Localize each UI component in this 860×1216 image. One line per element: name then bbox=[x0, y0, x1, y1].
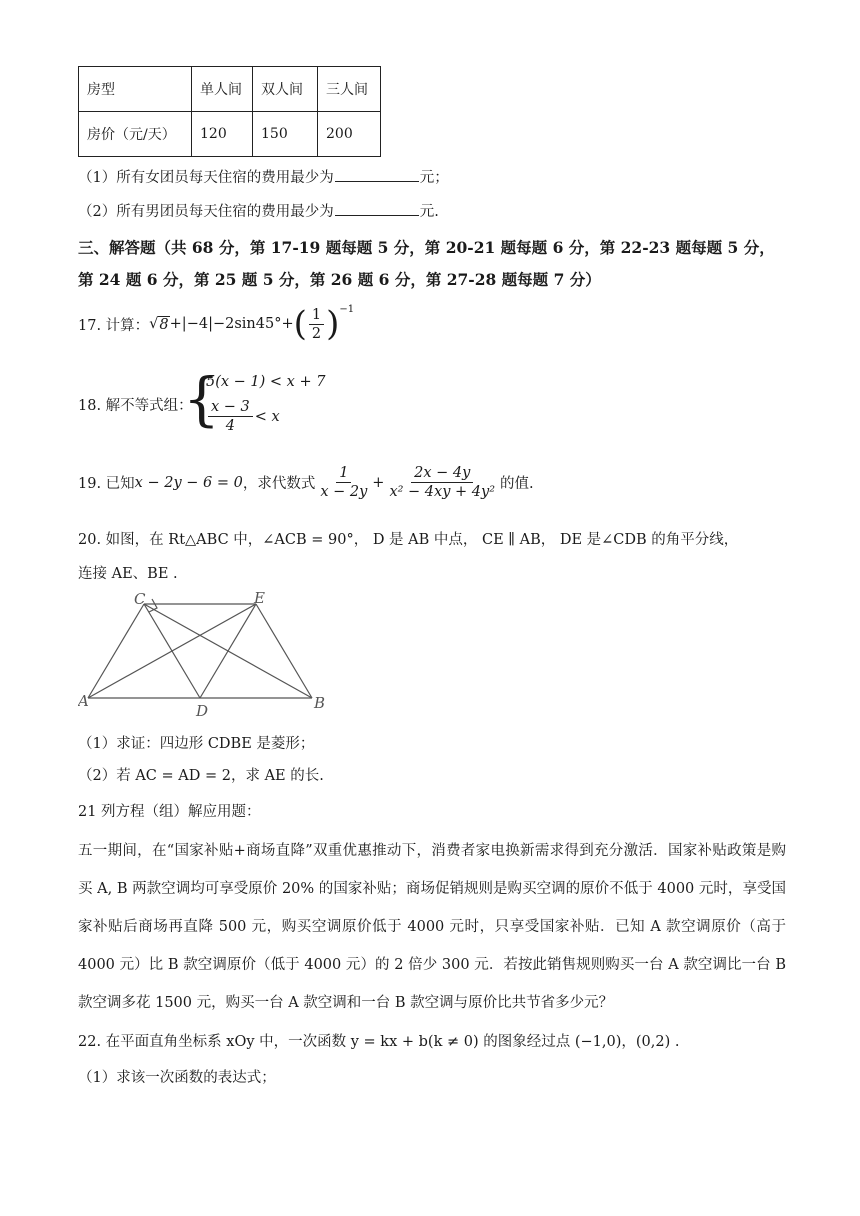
table-cell: 双人间 bbox=[253, 67, 318, 112]
geometry-figure bbox=[78, 592, 338, 722]
left-paren: ( bbox=[293, 304, 307, 344]
segment-DE bbox=[200, 604, 256, 698]
table-cell: 120 bbox=[192, 112, 253, 157]
table-cell: 150 bbox=[253, 112, 318, 157]
q22-line: 22. 在平面直角坐标系 xOy 中，一次函数 y = kx + b(k ≠ 0) 的图象经过点 (−1,0)，(0,2) . bbox=[78, 1034, 680, 1050]
table-cell: 三人间 bbox=[318, 67, 381, 112]
q17-expression: +|−4|−2sin45°+ bbox=[169, 316, 294, 332]
system-brace: { bbox=[183, 365, 220, 433]
q18-inequality-1: 5(x − 1) < x + 7 bbox=[206, 374, 326, 390]
q18-inequality-2 bbox=[206, 398, 280, 435]
question-19 bbox=[78, 464, 534, 501]
right-paren: ) bbox=[326, 304, 340, 344]
fraction-numerator: 1 bbox=[309, 306, 324, 325]
label-B: B bbox=[314, 694, 326, 712]
q19-tail: 的值. bbox=[500, 476, 534, 492]
fraction-denominator: 4 bbox=[225, 418, 235, 434]
q16-part1-text: （1）所有女团员每天住宿的费用最少为 bbox=[78, 170, 334, 186]
q16-part2-text: （2）所有男团员每天住宿的费用最少为 bbox=[78, 204, 334, 220]
q17-fraction bbox=[309, 306, 324, 343]
q20-line2: 连接 AE、BE . bbox=[78, 566, 178, 582]
q17-radicand: 8 bbox=[159, 316, 169, 333]
table-cell: 200 bbox=[318, 112, 381, 157]
label-C: C bbox=[134, 592, 146, 608]
table-cell: 房型 bbox=[79, 67, 192, 112]
q20-part2: （2）若 AC = AD = 2，求 AE 的长. bbox=[78, 768, 324, 784]
q19-fraction-1 bbox=[317, 464, 370, 501]
q16-part1 bbox=[78, 166, 449, 187]
segment-AE bbox=[88, 604, 256, 698]
q18-fraction bbox=[208, 398, 253, 435]
table-row bbox=[79, 112, 381, 157]
q19-label: 19. 已知 bbox=[78, 476, 135, 492]
section-header-line2: 第 24 题 6 分，第 25 题 5 分，第 26 题 6 分，第 27-28 题每题 7 分） bbox=[78, 270, 601, 289]
sqrt-sign: √ bbox=[149, 316, 159, 332]
fraction-numerator: x − 3 bbox=[208, 398, 253, 417]
q20-line1: 20. 如图，在 Rt△ABC 中，∠ACB = 90°， D 是 AB 中点， CE ∥ AB， DE 是∠CDB 的角平分线， bbox=[78, 532, 739, 548]
q20-part1: （1）求证：四边形 CDBE 是菱形； bbox=[78, 736, 315, 752]
q22-part1: （1）求该一次函数的表达式； bbox=[78, 1070, 276, 1086]
segment-AC bbox=[88, 604, 144, 698]
fraction-denominator: x − 2y bbox=[320, 484, 368, 500]
label-A: A bbox=[78, 692, 89, 710]
plus-sign: + bbox=[372, 474, 385, 491]
q17-label: 17. 计算： bbox=[78, 317, 150, 334]
fraction-denominator: 2 bbox=[311, 325, 322, 342]
q16-part1-unit: 元； bbox=[419, 170, 449, 186]
fraction-denominator: x² − 4xy + 4y² bbox=[389, 484, 496, 500]
answer-blank[interactable] bbox=[335, 167, 419, 182]
room-price-table bbox=[78, 66, 381, 157]
question-17 bbox=[78, 304, 354, 344]
section-header-line1: 三、解答题（共 68 分，第 17-19 题每题 5 分，第 20-21 题每题 6 分，第 22-23 题每题 5 分， bbox=[78, 238, 775, 257]
answer-blank[interactable] bbox=[335, 201, 419, 216]
q18-label: 18. 解不等式组： bbox=[78, 398, 193, 414]
q21-title: 21 列方程（组）解应用题： bbox=[78, 804, 261, 820]
q19-fraction-2 bbox=[386, 464, 498, 501]
q19-text: ，求代数式 bbox=[242, 476, 316, 492]
label-E: E bbox=[254, 592, 265, 607]
q16-part2 bbox=[78, 200, 439, 221]
fraction-numerator: 1 bbox=[336, 464, 351, 483]
table-row bbox=[79, 67, 381, 112]
label-D: D bbox=[196, 702, 209, 720]
segment-EB bbox=[256, 604, 312, 698]
q16-part2-unit: 元. bbox=[419, 204, 439, 220]
table-cell: 单人间 bbox=[192, 67, 253, 112]
q18-inequality-rhs: < x bbox=[254, 408, 280, 425]
fraction-numerator: 2x − 4y bbox=[411, 464, 473, 483]
q21-body: 五一期间，在“国家补贴+商场直降”双重优惠推动下，消费者家电换新需求得到充分激活．国家补贴政策是购买 A, B 两款空调均可享受原价 20% 的国家补贴；商场促销规则是购买空调的原价不低于 4000 元时，享受国家补贴后商场再直降 500 元，购买空调原价低于 4000 元时，只享受国家补贴．已知 A 款空调原价（高于 4000 元）比 B 款空调原价（低于 4000 元）的 2 倍少 300 元．若按此销售规则购买一台 A 款空调比一台 B 款空调多花 1500 元，购买一台 A 款空调和一台 B 款空调与原价比共节省多少元？ bbox=[78, 843, 786, 1011]
q19-condition: x − 2y − 6 = 0 bbox=[134, 474, 243, 491]
q17-exponent: −1 bbox=[339, 304, 355, 315]
table-cell: 房价（元/天） bbox=[79, 112, 192, 157]
